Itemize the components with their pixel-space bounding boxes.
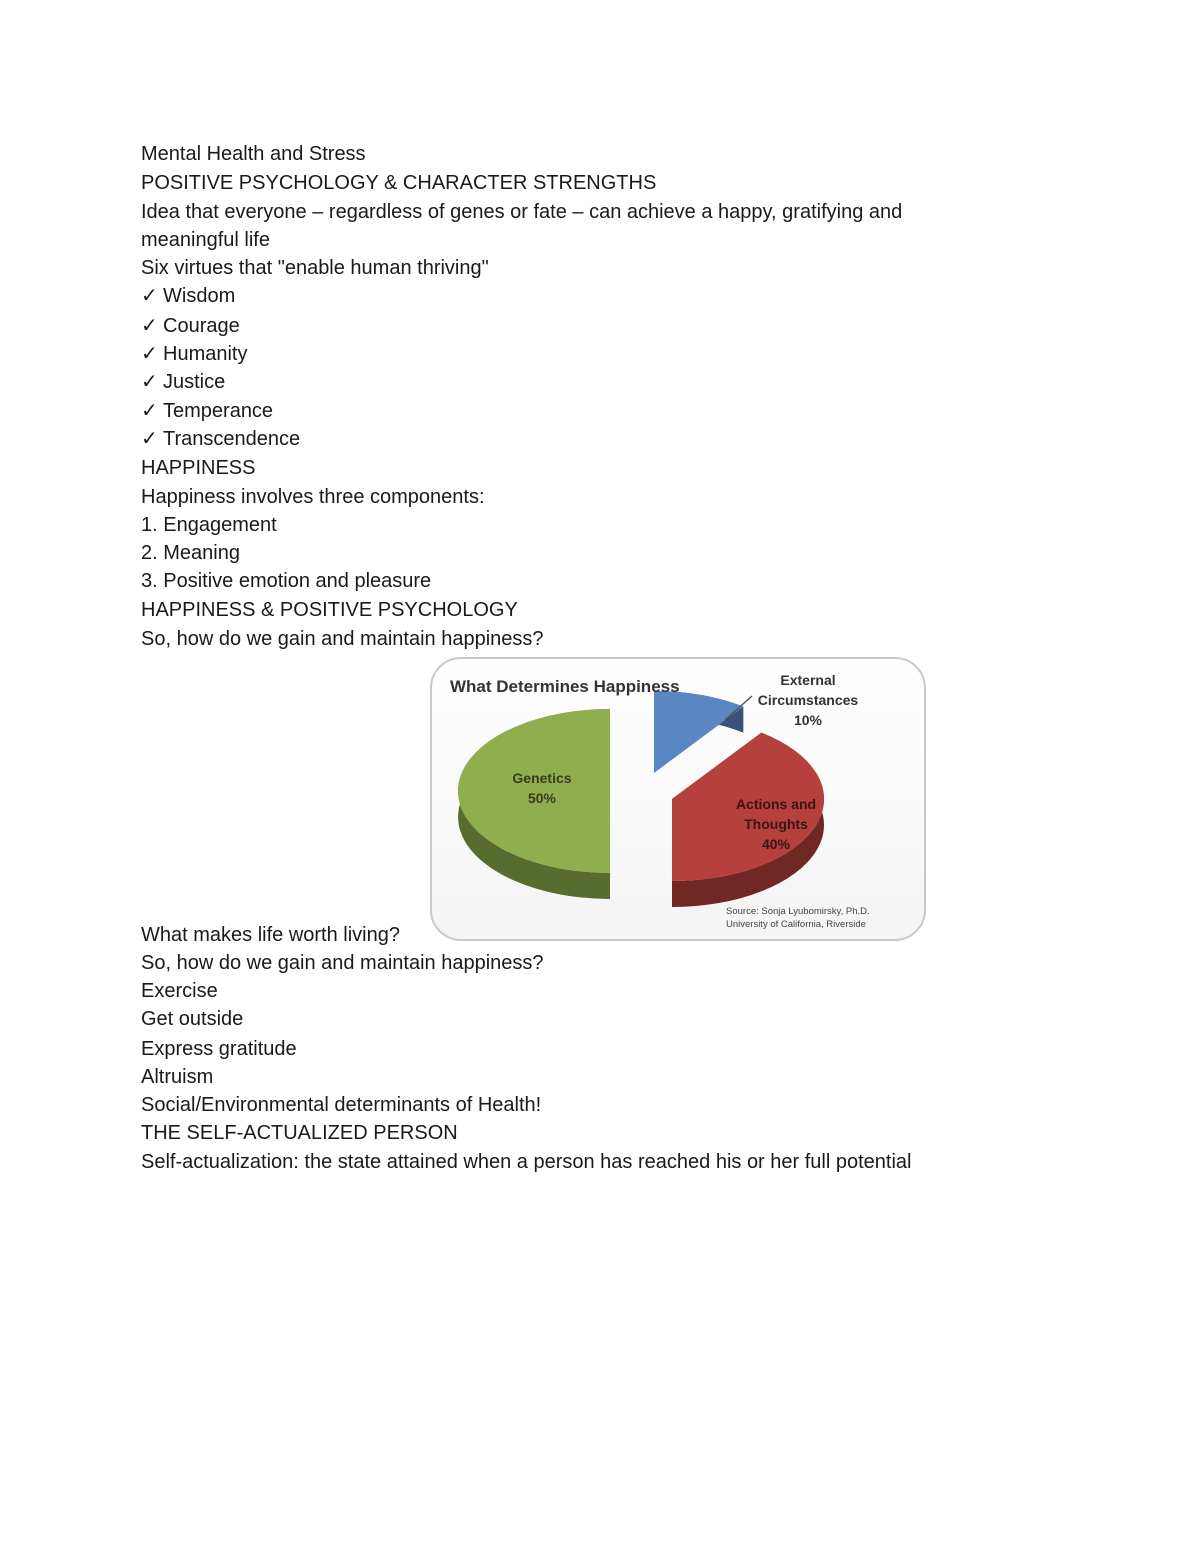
component-item: 1. Engagement xyxy=(141,514,277,536)
components-intro: Happiness involves three components: xyxy=(141,486,485,508)
tip-item: Express gratitude xyxy=(141,1038,297,1060)
tip-item: Altruism xyxy=(141,1066,214,1088)
virtue-label: Humanity xyxy=(163,343,248,365)
tip-item: Social/Environmental determinants of Health! xyxy=(141,1094,542,1116)
virtue-item xyxy=(141,284,235,308)
check-mark-icon: ✓ xyxy=(141,400,158,422)
idea-text-line-2: meaningful life xyxy=(141,229,270,251)
actions-value-label: 40% xyxy=(761,836,791,852)
document-title: Mental Health and Stress xyxy=(141,143,366,165)
virtue-label: Temperance xyxy=(163,400,274,422)
external-value-label: 10% xyxy=(793,712,823,728)
tip-item: Exercise xyxy=(141,980,218,1002)
virtue-label: Justice xyxy=(163,371,226,393)
pie-chart xyxy=(430,656,926,942)
component-item: 3. Positive emotion and pleasure xyxy=(141,570,432,592)
genetics-value-label: 50% xyxy=(527,790,557,806)
question-text: So, how do we gain and maintain happiness? xyxy=(141,952,544,974)
virtue-item xyxy=(141,314,240,338)
actions-label: Actions and xyxy=(735,796,817,812)
external-label: Circumstances xyxy=(757,692,859,708)
chart-title: What Determines Happiness xyxy=(450,677,680,696)
virtue-label: Transcendence xyxy=(163,428,301,450)
virtue-label: Courage xyxy=(163,315,240,337)
virtues-intro: Six virtues that "enable human thriving" xyxy=(141,257,489,279)
check-mark-icon: ✓ xyxy=(141,343,158,365)
question-text: What makes life worth living? xyxy=(141,924,400,946)
check-mark-icon: ✓ xyxy=(141,315,158,337)
idea-text-line-1: Idea that everyone – regardless of genes or fate – can achieve a happy, gratifying and xyxy=(141,201,903,223)
actions-label: Thoughts xyxy=(744,816,808,832)
chart-source-line: University of California, Riverside xyxy=(726,919,866,930)
genetics-label: Genetics xyxy=(512,770,572,786)
virtue-item xyxy=(141,342,247,366)
check-mark-icon: ✓ xyxy=(141,285,158,307)
check-mark-icon: ✓ xyxy=(141,428,158,450)
component-item: 2. Meaning xyxy=(141,542,240,564)
section-heading-happiness-positive-psychology: HAPPINESS & POSITIVE PSYCHOLOGY xyxy=(141,599,518,621)
virtue-item xyxy=(141,399,273,423)
section-heading-happiness: HAPPINESS xyxy=(141,457,256,479)
section-heading-positive-psychology: POSITIVE PSYCHOLOGY & CHARACTER STRENGTHS xyxy=(141,172,657,194)
chart-source-line: Source: Sonja Lyubomirsky, Ph.D. xyxy=(726,906,870,917)
external-label: External xyxy=(780,672,836,688)
virtue-label: Wisdom xyxy=(163,285,236,307)
check-mark-icon: ✓ xyxy=(141,371,158,393)
tip-item: Get outside xyxy=(141,1008,244,1030)
definition-text: Self-actualization: the state attained when a person has reached his or her full potential xyxy=(141,1151,912,1173)
question-text: So, how do we gain and maintain happiness? xyxy=(141,628,544,650)
section-heading-self-actualized: THE SELF-ACTUALIZED PERSON xyxy=(141,1122,458,1144)
virtue-item xyxy=(141,370,225,394)
happiness-pie-chart-figure xyxy=(430,656,926,942)
virtue-item xyxy=(141,427,300,451)
